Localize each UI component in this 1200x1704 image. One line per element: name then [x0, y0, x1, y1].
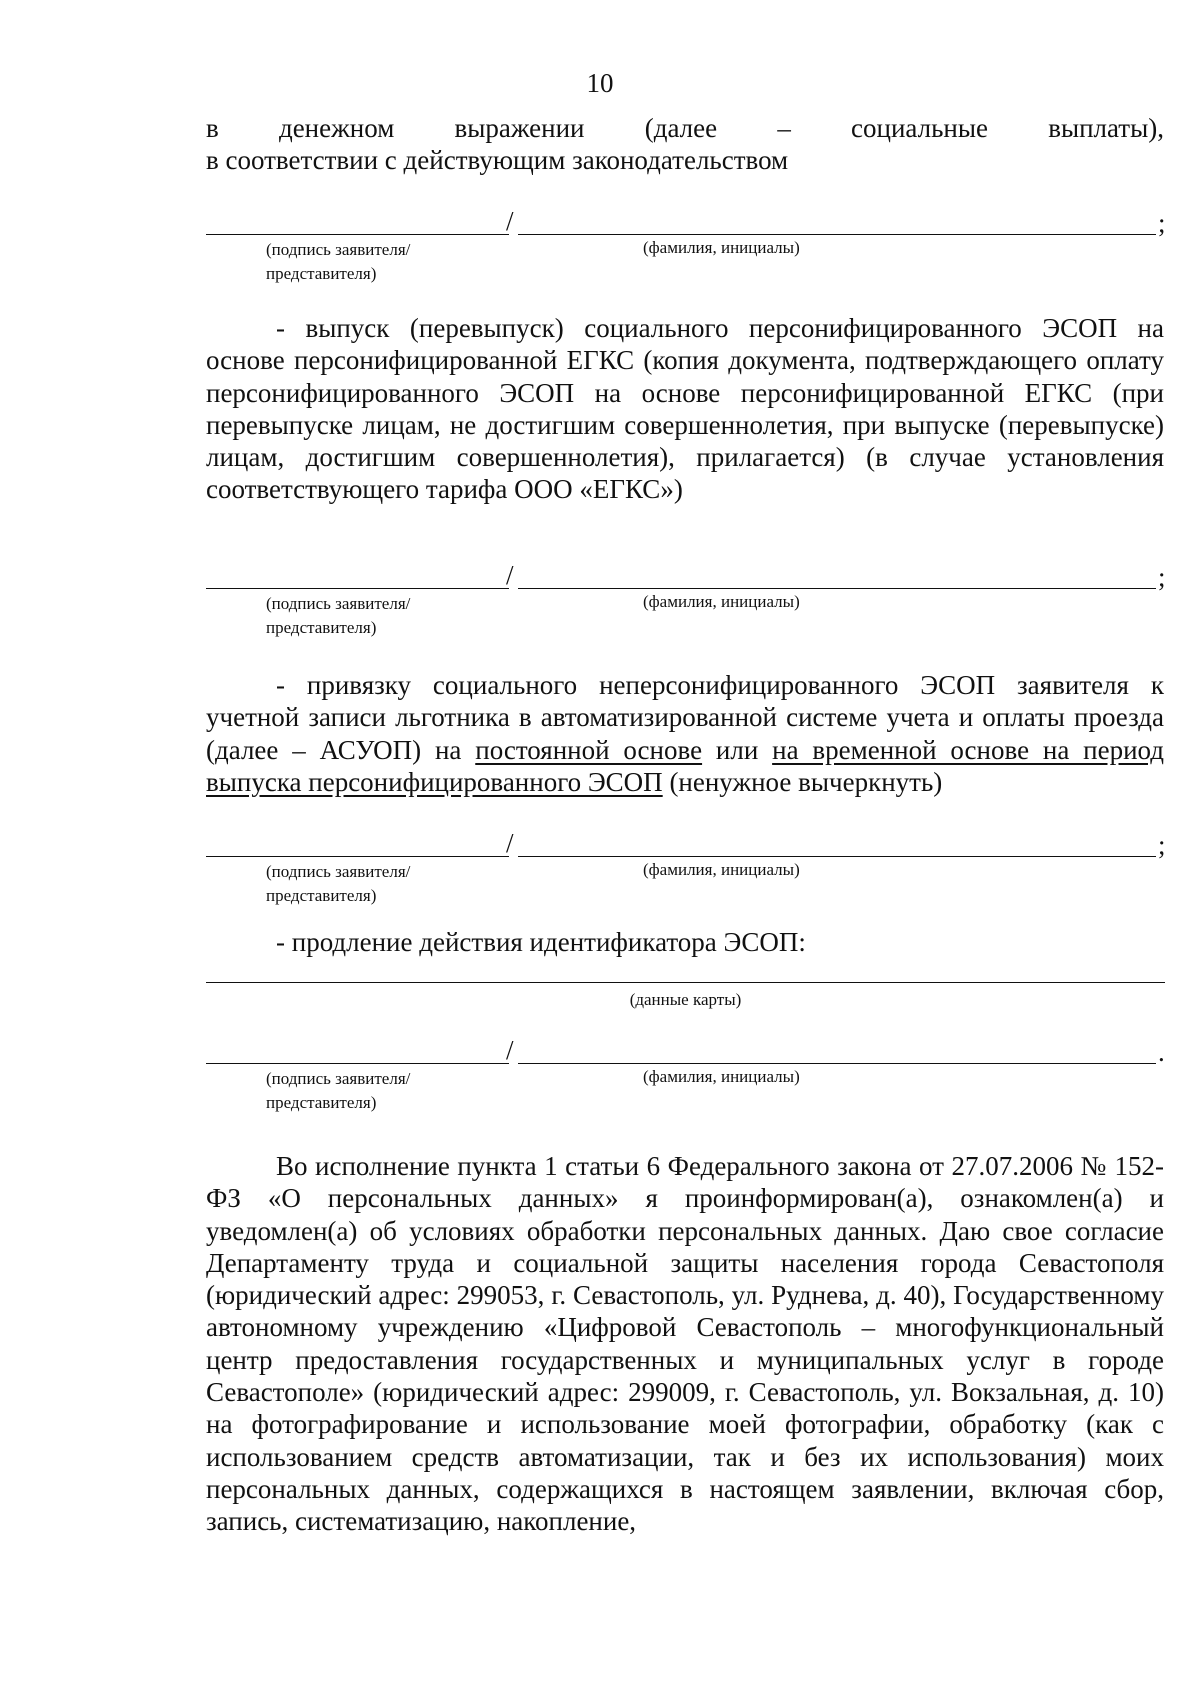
item-extension: - продление действия идентификатора ЭСОП:	[276, 927, 806, 957]
name-line[interactable]	[518, 234, 1156, 235]
name-line[interactable]	[518, 588, 1156, 589]
signature-slash: /	[506, 828, 514, 858]
name-caption: (фамилия, инициалы)	[643, 860, 800, 879]
signature-slash: /	[506, 560, 514, 590]
intro-text	[206, 112, 1164, 177]
signature-end-mark: .	[1158, 1037, 1165, 1067]
signature-caption: (подпись заявителя/ представителя)	[266, 594, 411, 637]
intro-word: денежном	[278, 113, 395, 143]
signature-slash: /	[506, 1035, 514, 1065]
option-temporary: на временной основе на период выпуска персонифицированного ЭСОП	[206, 734, 1165, 797]
signature-block-2	[206, 558, 1200, 638]
name-line[interactable]	[518, 1063, 1156, 1064]
signature-end-mark: ;	[1158, 830, 1166, 860]
signature-end-mark: ;	[1158, 208, 1166, 238]
signature-caption: (подпись заявителя/ представителя)	[266, 1069, 411, 1112]
signature-block-1	[206, 204, 1200, 284]
item-reissue: - выпуск (перевыпуск) социального персонифицированного ЭСОП на основе персонифицированной ЕГКС (копия документа, подтверждающего оплату персонифицированного ЭСОП на основе персонифицированной ЕГКС (при перевыпуске лицам, не достигшим совершеннолетия, при выпуске (перевыпуске) лицам, достигшим совершеннолетия), прилагается) (в случае установления соответствующего тарифа ООО «ЕГКС»)	[206, 313, 1164, 505]
signature-caption: (подпись заявителя/ представителя)	[266, 862, 411, 905]
card-data-line[interactable]	[206, 982, 1165, 983]
name-caption: (фамилия, инициалы)	[643, 238, 800, 257]
signature-slash: /	[506, 206, 514, 236]
card-data-caption: (данные карты)	[629, 990, 742, 1009]
intro-word: выражении	[454, 113, 585, 143]
signature-end-mark: ;	[1158, 562, 1166, 592]
consent-paragraph: Во исполнение пункта 1 статьи 6 Федерального закона от 27.07.2006 № 152-ФЗ «О персональных данных» я проинформирован(а), ознакомлен(а) и уведомлен(а) об условиях обработки персональных данных. Даю свое согласие Департаменту труда и социальной защиты населения города Севастополя (юридический адрес: 299053, г. Севастополь, ул. Руднева, д. 40), Государственному автономному учреждению «Цифровой Севастополь – многофункциональный центр предоставления государственных и муниципальных услуг в городе Севастополе» (юридический адрес: 299009, г. Севастополь, ул. Вокзальная, д. 10) на фотографирование и использование моей фотографии, обработку (как с использованием средств автоматизации, так и без их использования) моих персональных данных, содержащихся в настоящем заявлении, включая сбор, запись, систематизацию, накопление,	[206, 1151, 1164, 1537]
signature-line[interactable]	[206, 234, 509, 235]
signature-line[interactable]	[206, 1063, 509, 1064]
card-data-block	[206, 982, 1200, 1032]
intro-word: –	[777, 113, 791, 143]
name-line[interactable]	[518, 856, 1156, 857]
intro-word: выплаты),	[1048, 113, 1164, 143]
signature-caption: (подпись заявителя/ представителя)	[266, 240, 411, 283]
name-caption: (фамилия, инициалы)	[643, 1067, 800, 1086]
option-permanent: постоянной основе	[475, 734, 703, 765]
intro-word: в	[206, 113, 219, 143]
intro-line-1	[206, 112, 1164, 144]
signature-block-4	[206, 1033, 1200, 1113]
signature-line[interactable]	[206, 588, 509, 589]
name-caption: (фамилия, инициалы)	[643, 592, 800, 611]
item-binding: - привязку социального неперсонифицированного ЭСОП заявителя к учетной записи льготника в автоматизированной системе учета и оплаты проезда (далее – АСУОП) на постоянной основе или на временной основе на период выпуска персонифицированного ЭСОП (ненужное вычеркнуть)	[206, 670, 1165, 797]
signature-block-3	[206, 826, 1200, 906]
signature-line[interactable]	[206, 856, 509, 857]
intro-line-2: в соответствии с действующим законодательством	[206, 145, 789, 176]
intro-word: социальные	[851, 113, 988, 143]
page-number: 10	[586, 68, 614, 98]
intro-word: (далее	[644, 113, 718, 143]
